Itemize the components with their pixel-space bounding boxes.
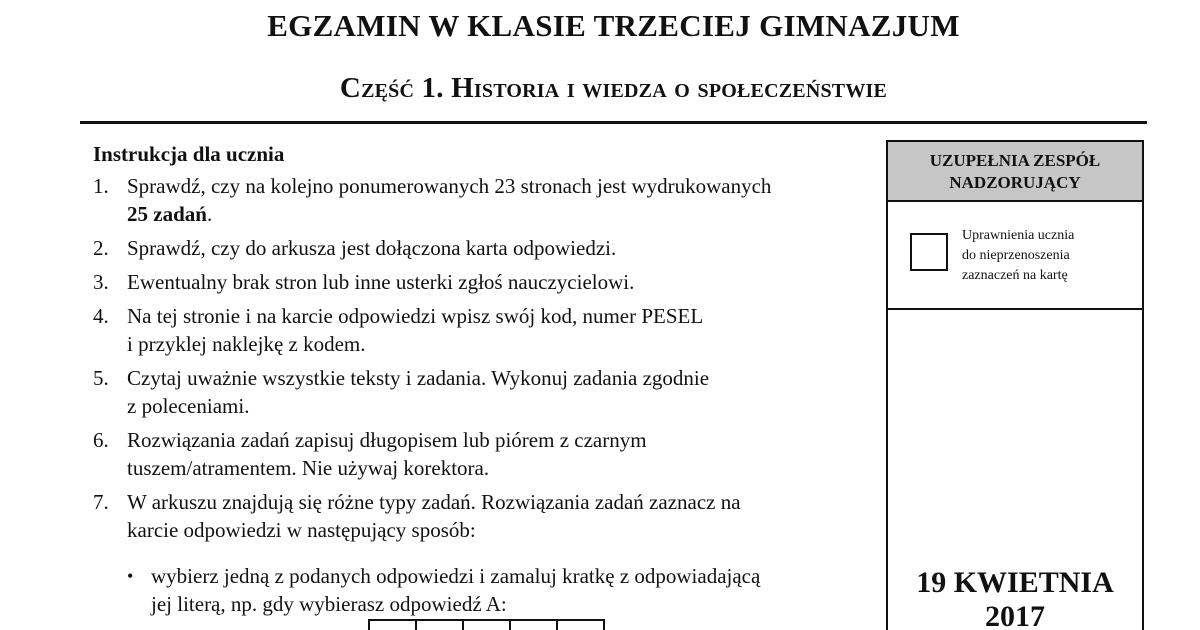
exam-title: EGZAMIN W KLASIE TRZECIEJ GIMNAZJUM [267,8,960,43]
supervisor-box-body [888,202,1142,308]
exam-date-line-2: 2017 [985,600,1045,630]
answer-cell [370,621,417,630]
answer-cell [558,621,605,630]
item-number: 7. [93,490,109,514]
item-text [127,172,883,228]
item-line-1: W arkuszu znajdują się różne typy zadań. Rozwiązania zadań zaznacz na [127,490,741,514]
supervisor-header-line-2: NADZORUJĄCY [949,173,1081,192]
part-title: Część 1. Historia i wiedza o społeczeństwie [339,72,888,104]
item-number: 1. [93,174,109,198]
supervisor-header-line-1: UZUPEŁNIA ZESPÓŁ [929,151,1101,170]
instructions-heading: Instrukcja dla ucznia [93,142,285,166]
instruction-item-1 [93,172,883,228]
item-text [127,488,883,618]
permission-note-line-3: zaznaczeń na kartę [962,268,1068,283]
supervisor-box-header [888,142,1142,202]
item-line-1: Na tej stronie i na karcie odpowiedzi wpisz swój kod, numer PESEL [127,304,704,328]
bullet-line-1: wybierz jedną z podanych odpowiedzi i zamaluj kratkę z odpowiadającą [151,564,761,588]
example-answer-grid [368,619,605,630]
item-number: 2. [93,236,109,260]
item-number: 6. [93,428,109,452]
item-number: 5. [93,366,109,390]
item-text [127,302,883,358]
header-rule [80,121,1147,124]
exam-date-line-1: 19 KWIETNIA [916,566,1114,599]
permission-note [962,226,1074,286]
instruction-item-4 [93,302,883,358]
item-text-end: . [206,202,213,226]
permission-checkbox[interactable] [910,233,948,271]
item-number: 3. [93,270,109,294]
instruction-item-3 [93,268,883,296]
item-text [127,364,883,420]
permission-note-line-1: Uprawnienia ucznia [962,228,1075,243]
item-line-1: Czytaj uważnie wszystkie teksty i zadania. Wykonuj zadania zgodnie [127,366,710,390]
item-line-2: tuszem/atramentem. Nie używaj korektora. [127,456,490,480]
item-line-2: i przyklej naklejkę z kodem. [127,332,366,356]
item-text-main: Sprawdź, czy na kolejno ponumerowanych 23 stronach jest wydrukowanych [127,174,772,198]
item-text-bold: 25 zadań [127,202,207,226]
bullet-line-2: jej literą, np. gdy wybierasz odpowiedź A: [151,592,507,616]
instructions-list [93,172,883,624]
instruction-item-2 [93,234,883,262]
answer-cell [464,621,511,630]
bullet-icon: • [127,566,134,586]
exam-date [888,566,1142,630]
permission-note-line-2: do nieprzenoszenia [962,248,1070,263]
item-text: Sprawdź, czy do arkusza jest dołączona karta odpowiedzi. [127,236,617,260]
item-line-2: z poleceniami. [127,394,250,418]
item-number: 4. [93,304,109,328]
item-text [127,426,883,482]
instruction-item-7 [93,488,883,618]
item-line-2: karcie odpowiedzi w następujący sposób: [127,518,476,542]
bullet-text [151,562,760,618]
answer-cell [417,621,464,630]
item-line-1: Rozwiązania zadań zapisuj długopisem lub piórem z czarnym [127,428,647,452]
instruction-item-5 [93,364,883,420]
answer-cell [511,621,558,630]
supervisor-box [886,140,1144,310]
instruction-sub-bullet [127,562,883,618]
item-text: Ewentualny brak stron lub inne usterki zgłoś nauczycielowi. [127,270,635,294]
instruction-item-6 [93,426,883,482]
